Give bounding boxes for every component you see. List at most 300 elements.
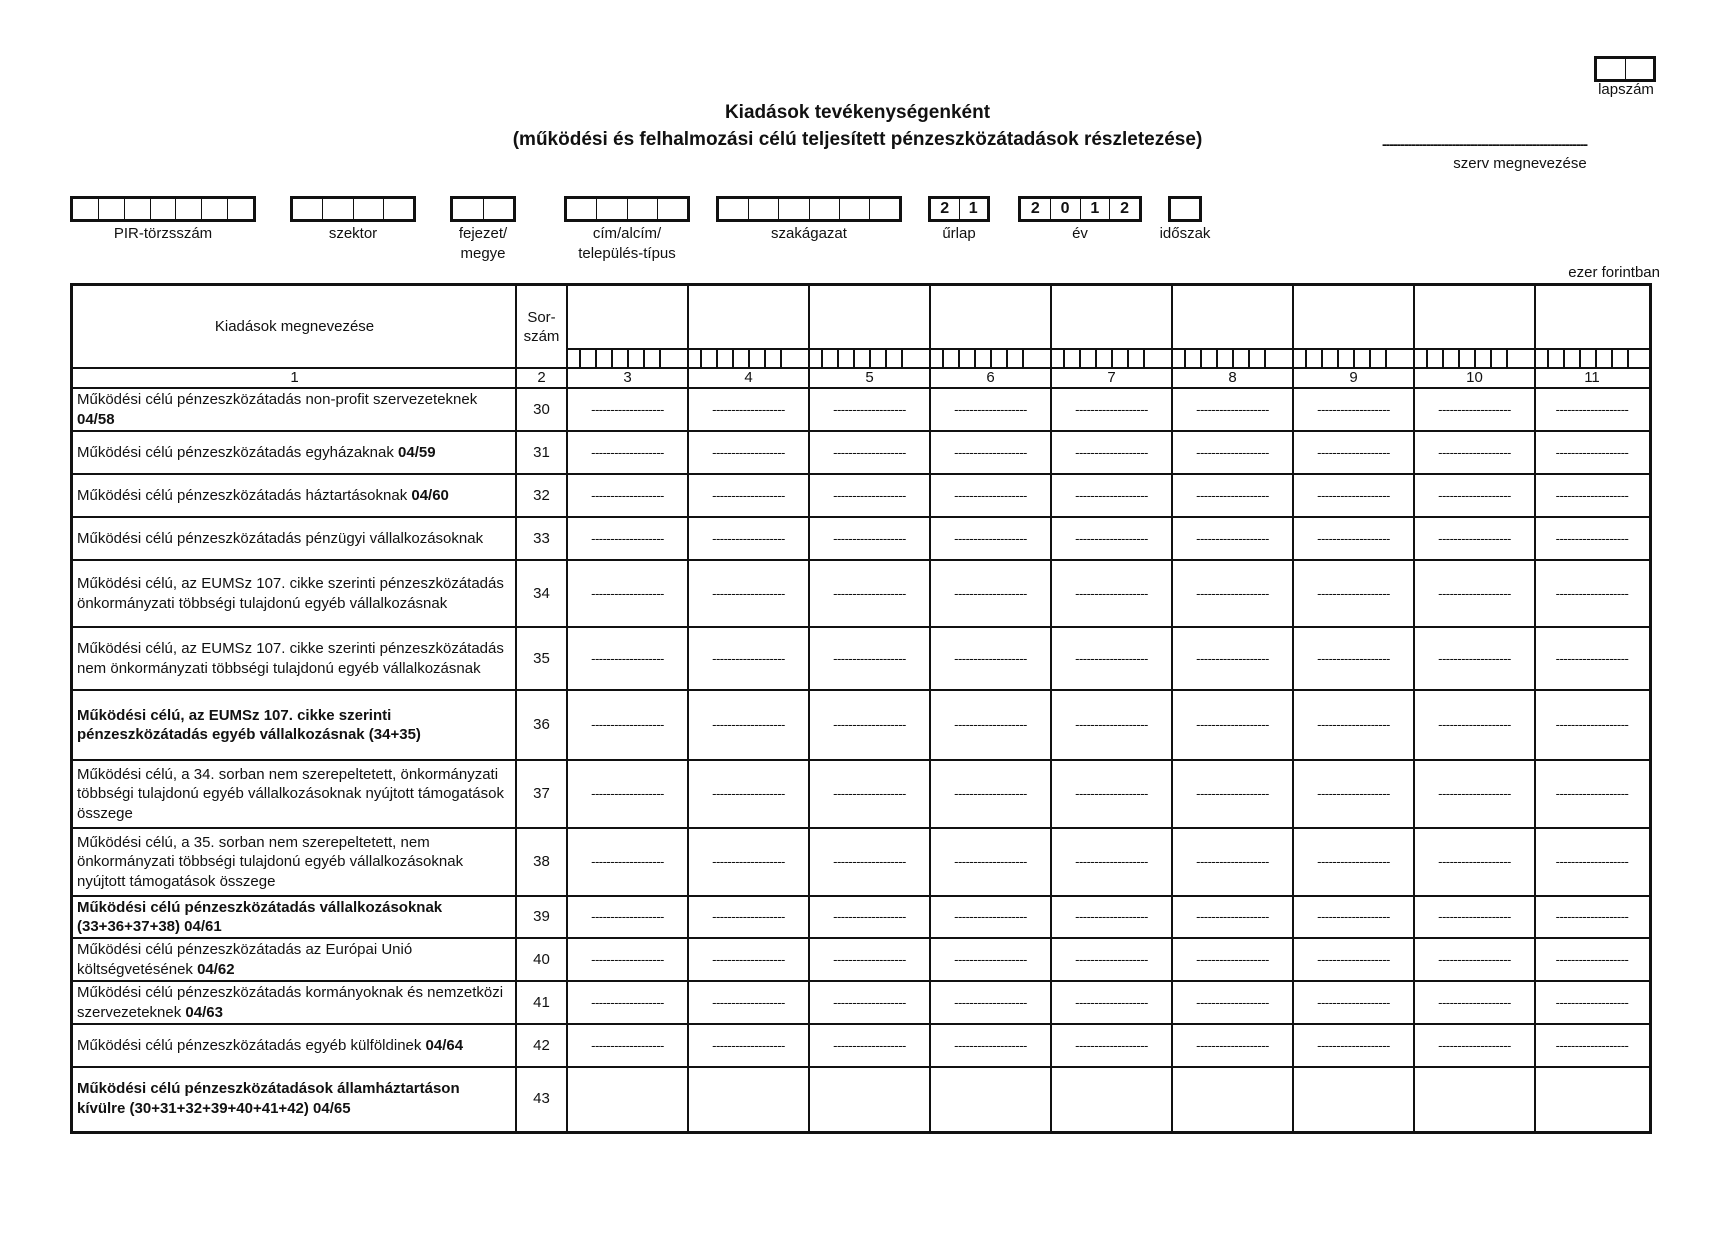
empty-value-dash: -------------------: [1555, 444, 1629, 460]
row-description-text: [77, 983, 512, 1022]
code-box[interactable]: 2: [1120, 200, 1130, 217]
code-box[interactable]: [840, 199, 870, 219]
value-cell[interactable]: [688, 938, 809, 981]
code-box[interactable]: [628, 199, 658, 219]
value-cell[interactable]: [1293, 981, 1414, 1024]
empty-value-dash: -------------------: [954, 530, 1027, 546]
value-cell[interactable]: [1535, 938, 1649, 981]
header-code-tick: [1184, 350, 1186, 368]
value-cell[interactable]: [1051, 828, 1172, 896]
empty-value-dash: -------------------: [833, 444, 906, 460]
value-cell[interactable]: [688, 474, 809, 517]
empty-value-dash: -------------------: [833, 1037, 906, 1053]
empty-value-dash: -------------------: [1555, 951, 1629, 967]
row-number: 38: [533, 853, 550, 871]
empty-value-dash: -------------------: [1438, 585, 1511, 601]
value-cell[interactable]: [1414, 828, 1535, 896]
value-cell[interactable]: [1172, 474, 1293, 517]
empty-value-dash: -------------------: [1555, 994, 1629, 1010]
value-cell[interactable]: [1535, 627, 1649, 690]
row-description: [73, 474, 516, 517]
value-cell[interactable]: [1051, 981, 1172, 1024]
code-box-group[interactable]: [290, 196, 416, 222]
empty-value-dash: -------------------: [1075, 401, 1148, 417]
row-text: Működési célú pénzeszközátadás egyházaknak: [77, 443, 399, 461]
row-description-text: [77, 443, 436, 463]
value-cell[interactable]: [1051, 474, 1172, 517]
code-box[interactable]: [810, 199, 840, 219]
code-box[interactable]: [870, 199, 899, 219]
value-cell[interactable]: [1414, 431, 1535, 474]
header-code-tick: [1111, 350, 1113, 368]
value-cell[interactable]: [1293, 938, 1414, 981]
value-cell[interactable]: [809, 627, 930, 690]
value-cell[interactable]: [930, 896, 1051, 938]
value-cell[interactable]: [1414, 388, 1535, 431]
row-description-text: [77, 390, 512, 429]
value-cell[interactable]: [1535, 690, 1649, 760]
value-cell[interactable]: [1172, 627, 1293, 690]
code-box[interactable]: [658, 199, 687, 219]
value-cell[interactable]: [1414, 517, 1535, 560]
code-box[interactable]: [293, 199, 323, 219]
code-box[interactable]: [749, 199, 779, 219]
value-cell[interactable]: [1535, 1024, 1649, 1067]
empty-value-dash: -------------------: [712, 951, 785, 967]
value-cell[interactable]: [1172, 828, 1293, 896]
value-cell[interactable]: [567, 388, 688, 431]
empty-value-dash: -------------------: [591, 1037, 664, 1053]
empty-value-dash: -------------------: [1317, 994, 1390, 1010]
value-cell[interactable]: [688, 896, 809, 938]
header-code-tick: [1579, 350, 1581, 368]
value-cell[interactable]: [930, 760, 1051, 828]
empty-value-dash: -------------------: [1317, 444, 1390, 460]
value-cell[interactable]: [1051, 388, 1172, 431]
header-code-tick: [869, 350, 871, 368]
row-description: [73, 560, 516, 627]
code-box[interactable]: [202, 199, 228, 219]
header-code-tick: [1369, 350, 1371, 368]
empty-value-dash: -------------------: [1196, 717, 1269, 733]
row-number: 32: [533, 486, 550, 504]
code-box[interactable]: [125, 199, 151, 219]
value-cell[interactable]: [567, 828, 688, 896]
value-cell[interactable]: [688, 690, 809, 760]
empty-value-dash: -------------------: [1438, 951, 1511, 967]
empty-value-dash: -------------------: [833, 487, 906, 503]
value-cell[interactable]: [1535, 896, 1649, 938]
value-cell[interactable]: [1414, 1067, 1535, 1130]
row-number: 31: [533, 443, 550, 461]
value-cell[interactable]: [1172, 981, 1293, 1024]
code-box[interactable]: [73, 199, 99, 219]
value-cell[interactable]: [930, 938, 1051, 981]
row-description: [73, 896, 516, 938]
value-cell[interactable]: [567, 627, 688, 690]
value-cell[interactable]: [1051, 1024, 1172, 1067]
value-cell[interactable]: [809, 690, 930, 760]
empty-value-dash: -------------------: [1196, 444, 1269, 460]
code-box[interactable]: [779, 199, 809, 219]
empty-value-dash: -------------------: [712, 530, 785, 546]
value-cell[interactable]: [688, 1024, 809, 1067]
code-box[interactable]: [384, 199, 413, 219]
empty-value-dash: -------------------: [1075, 951, 1148, 967]
value-cell[interactable]: [1535, 517, 1649, 560]
value-cell[interactable]: [1535, 1067, 1649, 1130]
value-cell[interactable]: [688, 760, 809, 828]
code-box[interactable]: [228, 199, 253, 219]
header-code-tick: [1458, 350, 1460, 368]
expenditure-table: [70, 283, 1652, 1134]
header-code-tick: [1127, 350, 1129, 368]
header-code-tick: [659, 350, 661, 368]
empty-value-dash: -------------------: [1317, 487, 1390, 503]
value-cell[interactable]: [567, 560, 688, 627]
empty-value-dash: -------------------: [1075, 585, 1148, 601]
code-label: fejezet/ megye: [458, 225, 508, 262]
value-cell[interactable]: [688, 560, 809, 627]
empty-value-dash: -------------------: [1317, 854, 1390, 870]
row-description: [73, 828, 516, 896]
value-cell[interactable]: [688, 431, 809, 474]
header-code-tick: [1143, 350, 1145, 368]
empty-value-dash: -------------------: [591, 444, 664, 460]
header-code-tick: [1305, 350, 1307, 368]
row-text: Működési célú pénzeszközátadás háztartásoknak: [77, 486, 412, 504]
value-cell[interactable]: [567, 896, 688, 938]
header-code-tick: [1232, 350, 1234, 368]
header-code-tick: [611, 350, 613, 368]
row-number: 34: [533, 584, 550, 602]
header-code-tick: [1216, 350, 1218, 368]
code-box[interactable]: 2: [1021, 199, 1051, 219]
page-title: Kiadások tevékenységenként: [724, 102, 991, 123]
value-cell[interactable]: [1293, 517, 1414, 560]
value-cell[interactable]: [1051, 560, 1172, 627]
value-cell[interactable]: [1293, 896, 1414, 938]
value-cell[interactable]: [1172, 388, 1293, 431]
value-cell[interactable]: [1293, 828, 1414, 896]
value-cell[interactable]: [688, 388, 809, 431]
empty-value-dash: -------------------: [1438, 854, 1511, 870]
lapszam-label: lapszám: [1598, 81, 1654, 98]
value-cell[interactable]: [1535, 474, 1649, 517]
empty-value-dash: -------------------: [712, 994, 785, 1010]
value-cell[interactable]: [1414, 760, 1535, 828]
value-cell[interactable]: [1172, 431, 1293, 474]
value-cell[interactable]: [1293, 474, 1414, 517]
empty-value-dash: -------------------: [1196, 1037, 1269, 1053]
value-cell[interactable]: [1293, 1067, 1414, 1130]
value-cell[interactable]: [809, 828, 930, 896]
value-cell[interactable]: [1414, 690, 1535, 760]
empty-value-dash: -------------------: [954, 401, 1027, 417]
header-code-tick: [1547, 350, 1549, 368]
page-subtitle: (működési és felhalmozási célú teljesített pénzeszközátadások részletezése): [512, 129, 1203, 150]
row-code-bold: 04/64: [425, 1036, 464, 1054]
szerv-label: szerv megnevezése: [1453, 155, 1587, 172]
value-cell[interactable]: [1535, 431, 1649, 474]
empty-value-dash: -------------------: [1438, 444, 1511, 460]
value-cell[interactable]: [1172, 896, 1293, 938]
value-cell[interactable]: [809, 760, 930, 828]
header-code-tick: [1563, 350, 1565, 368]
value-cell[interactable]: [1293, 431, 1414, 474]
value-cell[interactable]: [809, 1067, 930, 1130]
code-box-group[interactable]: [70, 196, 256, 222]
value-cell[interactable]: [809, 981, 930, 1024]
value-cell[interactable]: [1293, 560, 1414, 627]
value-cell[interactable]: [1051, 627, 1172, 690]
szerv-line[interactable]: --------------------------------------------------------: [1382, 136, 1588, 152]
value-cell[interactable]: [1172, 517, 1293, 560]
value-cell[interactable]: [1535, 560, 1649, 627]
code-box[interactable]: [484, 199, 514, 219]
value-cell[interactable]: [1051, 760, 1172, 828]
row-description: [73, 517, 516, 560]
value-cell[interactable]: [1414, 627, 1535, 690]
code-box[interactable]: 0: [1051, 199, 1081, 219]
code-box[interactable]: [176, 199, 202, 219]
value-cell[interactable]: [567, 431, 688, 474]
value-cell[interactable]: [1172, 1067, 1293, 1130]
empty-value-dash: -------------------: [1555, 909, 1629, 925]
empty-value-dash: -------------------: [1196, 487, 1269, 503]
value-cell[interactable]: [1535, 388, 1649, 431]
code-box[interactable]: [1171, 199, 1199, 219]
value-cell[interactable]: [1414, 938, 1535, 981]
empty-value-dash: -------------------: [954, 951, 1027, 967]
empty-value-dash: -------------------: [1555, 717, 1629, 733]
value-cell[interactable]: [1051, 517, 1172, 560]
row-number: 37: [533, 785, 550, 803]
value-cell[interactable]: [688, 627, 809, 690]
value-cell[interactable]: [1293, 760, 1414, 828]
empty-value-dash: -------------------: [1438, 487, 1511, 503]
column-number: 10: [1466, 369, 1483, 387]
value-cell[interactable]: [930, 981, 1051, 1024]
value-cell[interactable]: [1293, 627, 1414, 690]
value-cell[interactable]: [1172, 560, 1293, 627]
empty-value-dash: -------------------: [833, 717, 906, 733]
value-cell[interactable]: [567, 1024, 688, 1067]
empty-value-dash: -------------------: [833, 909, 906, 925]
row-description-text: [77, 765, 512, 824]
header-code-tick: [1264, 350, 1266, 368]
empty-value-dash: -------------------: [712, 487, 785, 503]
value-cell[interactable]: [1293, 388, 1414, 431]
header-description: Kiadások megnevezése: [214, 318, 375, 336]
value-cell[interactable]: [1414, 896, 1535, 938]
value-cell[interactable]: [688, 981, 809, 1024]
header-code-tick: [627, 350, 629, 368]
value-cell[interactable]: [809, 517, 930, 560]
row-number: 35: [533, 649, 550, 667]
value-cell[interactable]: [930, 627, 1051, 690]
empty-value-dash: -------------------: [833, 994, 906, 1010]
row-description-text: [77, 1079, 512, 1118]
code-box[interactable]: 1: [968, 200, 978, 217]
row-code-bold: 04/63: [185, 1003, 223, 1021]
header-code-tick: [1385, 350, 1387, 368]
row-description: [73, 1024, 516, 1067]
header-code-tick: [748, 350, 750, 368]
code-box-group[interactable]: [450, 196, 516, 222]
empty-value-dash: -------------------: [833, 650, 906, 666]
value-cell[interactable]: [1293, 1024, 1414, 1067]
value-cell[interactable]: [567, 690, 688, 760]
empty-value-dash: -------------------: [1196, 585, 1269, 601]
empty-value-dash: -------------------: [591, 717, 664, 733]
value-cell[interactable]: [930, 828, 1051, 896]
value-cell[interactable]: [688, 517, 809, 560]
code-box[interactable]: [99, 199, 125, 219]
code-box[interactable]: [151, 199, 177, 219]
row-description: [73, 431, 516, 474]
empty-value-dash: -------------------: [1075, 854, 1148, 870]
lapszam-box[interactable]: [1597, 59, 1626, 79]
code-box[interactable]: [453, 199, 484, 219]
header-code-tick: [732, 350, 734, 368]
value-cell[interactable]: [809, 1024, 930, 1067]
empty-value-dash: -------------------: [1438, 786, 1511, 802]
value-cell[interactable]: [930, 474, 1051, 517]
value-cell[interactable]: [1535, 981, 1649, 1024]
code-box-group[interactable]: [1168, 196, 1202, 222]
row-number: 42: [533, 1036, 550, 1054]
empty-value-dash: -------------------: [1317, 530, 1390, 546]
value-cell[interactable]: [1172, 690, 1293, 760]
header-code-tick: [837, 350, 839, 368]
empty-value-dash: -------------------: [1555, 585, 1629, 601]
code-box[interactable]: [567, 199, 597, 219]
empty-value-dash: -------------------: [1438, 1037, 1511, 1053]
value-cell[interactable]: [930, 690, 1051, 760]
code-box[interactable]: [354, 199, 384, 219]
code-box-group[interactable]: [928, 196, 990, 222]
value-cell[interactable]: [1535, 828, 1649, 896]
header-code-tick: [700, 350, 702, 368]
value-cell[interactable]: [1051, 896, 1172, 938]
value-cell[interactable]: [930, 388, 1051, 431]
value-cell[interactable]: [1172, 1024, 1293, 1067]
empty-value-dash: -------------------: [1555, 786, 1629, 802]
row-description: [73, 981, 516, 1024]
empty-value-dash: -------------------: [1317, 650, 1390, 666]
empty-value-dash: -------------------: [1317, 401, 1390, 417]
row-text: Működési célú, a 34. sorban nem szerepeltetett, önkormányzati többségi tulajdonú egyéb vállalkozásoknak nyújtott támogatások összege: [77, 765, 504, 822]
header-code-tick: [1506, 350, 1508, 368]
lapszam-box[interactable]: [1626, 59, 1654, 79]
empty-value-dash: -------------------: [591, 854, 664, 870]
empty-value-dash: -------------------: [1196, 994, 1269, 1010]
value-cell[interactable]: [1051, 938, 1172, 981]
value-cell[interactable]: [930, 560, 1051, 627]
code-box[interactable]: [719, 199, 749, 219]
value-cell[interactable]: [688, 1067, 809, 1130]
row-number: 40: [533, 950, 550, 968]
row-description: [73, 760, 516, 828]
value-cell[interactable]: [809, 474, 930, 517]
value-cell[interactable]: [1051, 431, 1172, 474]
value-cell[interactable]: [930, 1067, 1051, 1130]
value-cell[interactable]: [809, 560, 930, 627]
header-code-tick: [1022, 350, 1024, 368]
value-cell[interactable]: [809, 388, 930, 431]
empty-value-dash: -------------------: [833, 530, 906, 546]
code-label: időszak: [1159, 225, 1211, 242]
lapszam-boxes[interactable]: [1594, 56, 1656, 82]
code-box[interactable]: 2: [931, 199, 960, 219]
value-cell[interactable]: [1414, 981, 1535, 1024]
code-box[interactable]: [597, 199, 627, 219]
value-cell[interactable]: [1414, 474, 1535, 517]
value-cell[interactable]: [1535, 760, 1649, 828]
value-cell[interactable]: [567, 981, 688, 1024]
empty-value-dash: -------------------: [1317, 585, 1390, 601]
value-cell[interactable]: [930, 431, 1051, 474]
row-code-bold: Működési célú, az EUMSz 107. cikke szerinti pénzeszközátadás egyéb vállalkozásnak (34+35): [77, 706, 421, 743]
empty-value-dash: -------------------: [1317, 951, 1390, 967]
value-cell[interactable]: [809, 896, 930, 938]
value-cell[interactable]: [1293, 690, 1414, 760]
empty-value-dash: -------------------: [1196, 401, 1269, 417]
empty-value-dash: -------------------: [1555, 401, 1629, 417]
empty-value-dash: -------------------: [1438, 909, 1511, 925]
empty-value-dash: -------------------: [591, 401, 664, 417]
code-box-group[interactable]: [564, 196, 690, 222]
value-cell[interactable]: [1414, 1024, 1535, 1067]
row-description-text: [77, 898, 512, 937]
empty-value-dash: -------------------: [712, 786, 785, 802]
empty-value-dash: -------------------: [1555, 650, 1629, 666]
value-cell[interactable]: [567, 760, 688, 828]
value-cell[interactable]: [567, 474, 688, 517]
code-box-group[interactable]: [1018, 196, 1142, 222]
header-code-tick: [901, 350, 903, 368]
code-box[interactable]: 1: [1081, 199, 1111, 219]
empty-value-dash: -------------------: [712, 854, 785, 870]
value-cell[interactable]: [1051, 1067, 1172, 1130]
value-cell[interactable]: [1051, 690, 1172, 760]
value-cell[interactable]: [809, 431, 930, 474]
row-description-text: [77, 706, 512, 745]
value-cell[interactable]: [567, 1067, 688, 1130]
value-cell[interactable]: [930, 1024, 1051, 1067]
row-text: Működési célú pénzeszközátadás kormányoknak és nemzetközi szervezeteknek: [77, 984, 504, 1021]
code-label: szektor: [328, 225, 378, 242]
value-cell[interactable]: [1414, 560, 1535, 627]
row-text: Működési célú pénzeszközátadás pénzügyi vállalkozásoknak: [77, 529, 484, 547]
value-cell[interactable]: [567, 517, 688, 560]
value-cell[interactable]: [930, 517, 1051, 560]
empty-value-dash: -------------------: [712, 717, 785, 733]
empty-value-dash: -------------------: [1075, 786, 1148, 802]
value-cell[interactable]: [567, 938, 688, 981]
header-code-tick: [1006, 350, 1008, 368]
empty-value-dash: -------------------: [591, 786, 664, 802]
value-cell[interactable]: [688, 828, 809, 896]
code-box-group[interactable]: [716, 196, 902, 222]
column-number: 6: [986, 369, 995, 387]
value-cell[interactable]: [1172, 938, 1293, 981]
code-box[interactable]: [323, 199, 353, 219]
value-cell[interactable]: [1172, 760, 1293, 828]
empty-value-dash: -------------------: [954, 717, 1027, 733]
value-cell[interactable]: [809, 938, 930, 981]
